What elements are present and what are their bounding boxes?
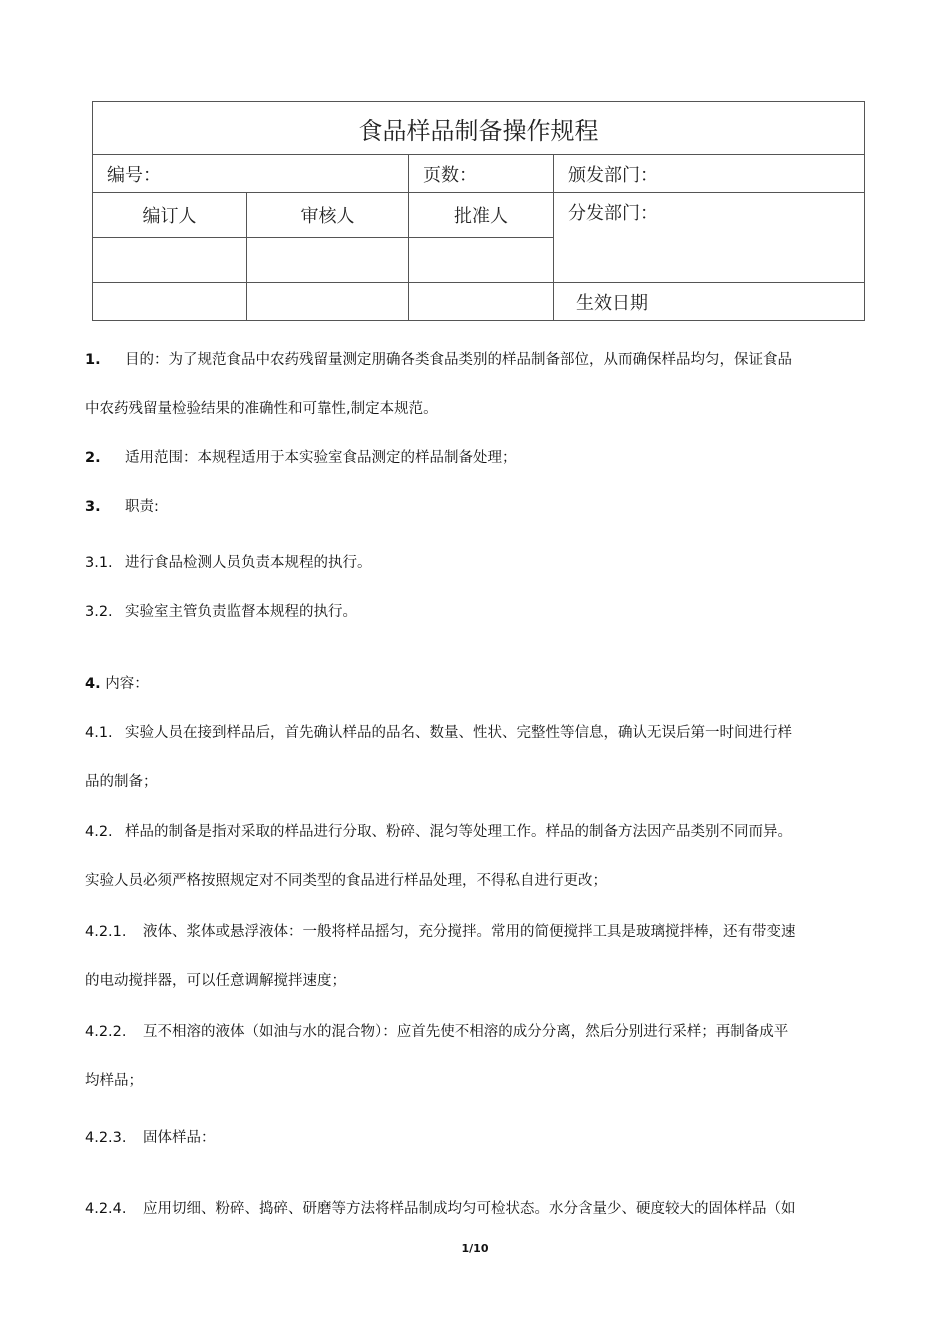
section-number: 3.2.	[85, 604, 113, 620]
section-3	[85, 497, 875, 517]
section-number: 4.2.1.	[85, 924, 127, 940]
section-3-2	[85, 602, 875, 622]
number-field: 编号：	[93, 155, 409, 193]
document-title: 食品样品制备操作规程	[93, 102, 865, 155]
section-text: 实验室主管负责监督本规程的执行。	[125, 604, 357, 620]
section-4-2-3	[85, 1128, 875, 1148]
section-text: 互不相溶的液体（如油与水的混合物）：应首先使不相溶的成分分离，然后分别进行采样；再制备成平	[143, 1024, 789, 1040]
section-4-2-1-line-1	[85, 922, 875, 942]
effective-date-field: 生效日期	[554, 283, 865, 321]
section-text: 实验人员必须严格按照规定对不同类型的食品进行样品处理，不得私自进行更改；	[85, 873, 607, 889]
section-text: 品的制备；	[85, 774, 158, 790]
section-text: 目的：为了规范食品中农药残留量测定朋确各类食品类别的样品制备部位，从而确保样品均匀，保证食品	[125, 352, 792, 368]
approver-date-cell	[409, 283, 554, 321]
section-number: 4.2.	[85, 824, 113, 840]
section-4	[85, 674, 875, 694]
section-number: 3.1.	[85, 555, 113, 571]
section-4-2-1-line-2	[85, 971, 875, 991]
reviewer-date-cell	[247, 283, 409, 321]
section-4-2-2-line-2	[85, 1071, 875, 1091]
section-text: 适用范围：本规程适用于本实验室食品测定的样品制备处理；	[125, 450, 517, 466]
issue-dept-field: 颁发部门：	[554, 155, 865, 193]
section-2	[85, 448, 875, 468]
section-4-1-line-2	[85, 772, 875, 792]
pages-field: 页数：	[409, 155, 554, 193]
section-text: 液体、浆体或悬浮液体：一般将样品摇匀，充分搅拌。常用的简便搅拌工具是玻璃搅拌棒，还有带变速	[143, 924, 796, 940]
section-text: 实验人员在接到样品后，首先确认样品的品名、数量、性状、完整性等信息，确认无误后第一时间进行样	[125, 725, 792, 741]
section-1-line-1	[85, 350, 875, 370]
section-text: 中农药残留量检验结果的准确性和可靠性,制定本规范。	[85, 401, 438, 417]
section-number: 4.1.	[85, 725, 113, 741]
compiler-signature-cell	[93, 238, 247, 283]
section-text: 应用切细、粉碎、捣碎、研磨等方法将样品制成均匀可检状态。水分含量少、硬度较大的固体样品（如	[143, 1201, 796, 1217]
section-text: 进行食品检测人员负责本规程的执行。	[125, 555, 372, 571]
section-number: 2.	[85, 450, 101, 466]
section-number: 4.	[85, 676, 101, 692]
section-number: 4.2.2.	[85, 1024, 127, 1040]
section-number: 1.	[85, 352, 101, 368]
section-4-1-line-1	[85, 723, 875, 743]
section-4-2-line-2	[85, 871, 875, 891]
section-text: 职责:	[125, 499, 159, 515]
section-number: 4.2.4.	[85, 1201, 127, 1217]
header-table	[92, 101, 865, 321]
section-1-line-2	[85, 399, 875, 419]
compiler-header: 编订人	[93, 193, 247, 238]
section-number: 4.2.3.	[85, 1130, 127, 1146]
section-3-1	[85, 553, 875, 573]
section-4-2-4-line-1	[85, 1199, 875, 1219]
section-text: 的电动搅拌器，可以任意调解搅拌速度；	[85, 973, 346, 989]
section-4-2-line-1	[85, 822, 875, 842]
approver-header: 批准人	[409, 193, 554, 238]
reviewer-signature-cell	[247, 238, 409, 283]
section-number: 3.	[85, 499, 101, 515]
page-number: 1/10	[461, 1242, 489, 1255]
section-text: 均样品；	[85, 1073, 143, 1089]
reviewer-header: 审核人	[247, 193, 409, 238]
compiler-date-cell	[93, 283, 247, 321]
section-text: 样品的制备是指对采取的样品进行分取、粉碎、混匀等处理工作。样品的制备方法因产品类别不同而异。	[125, 824, 792, 840]
section-text: 固体样品：	[143, 1130, 216, 1146]
distribution-dept-field: 分发部门：	[554, 193, 865, 283]
section-text: 内容：	[105, 676, 149, 692]
section-4-2-2-line-1	[85, 1022, 875, 1042]
approver-signature-cell	[409, 238, 554, 283]
